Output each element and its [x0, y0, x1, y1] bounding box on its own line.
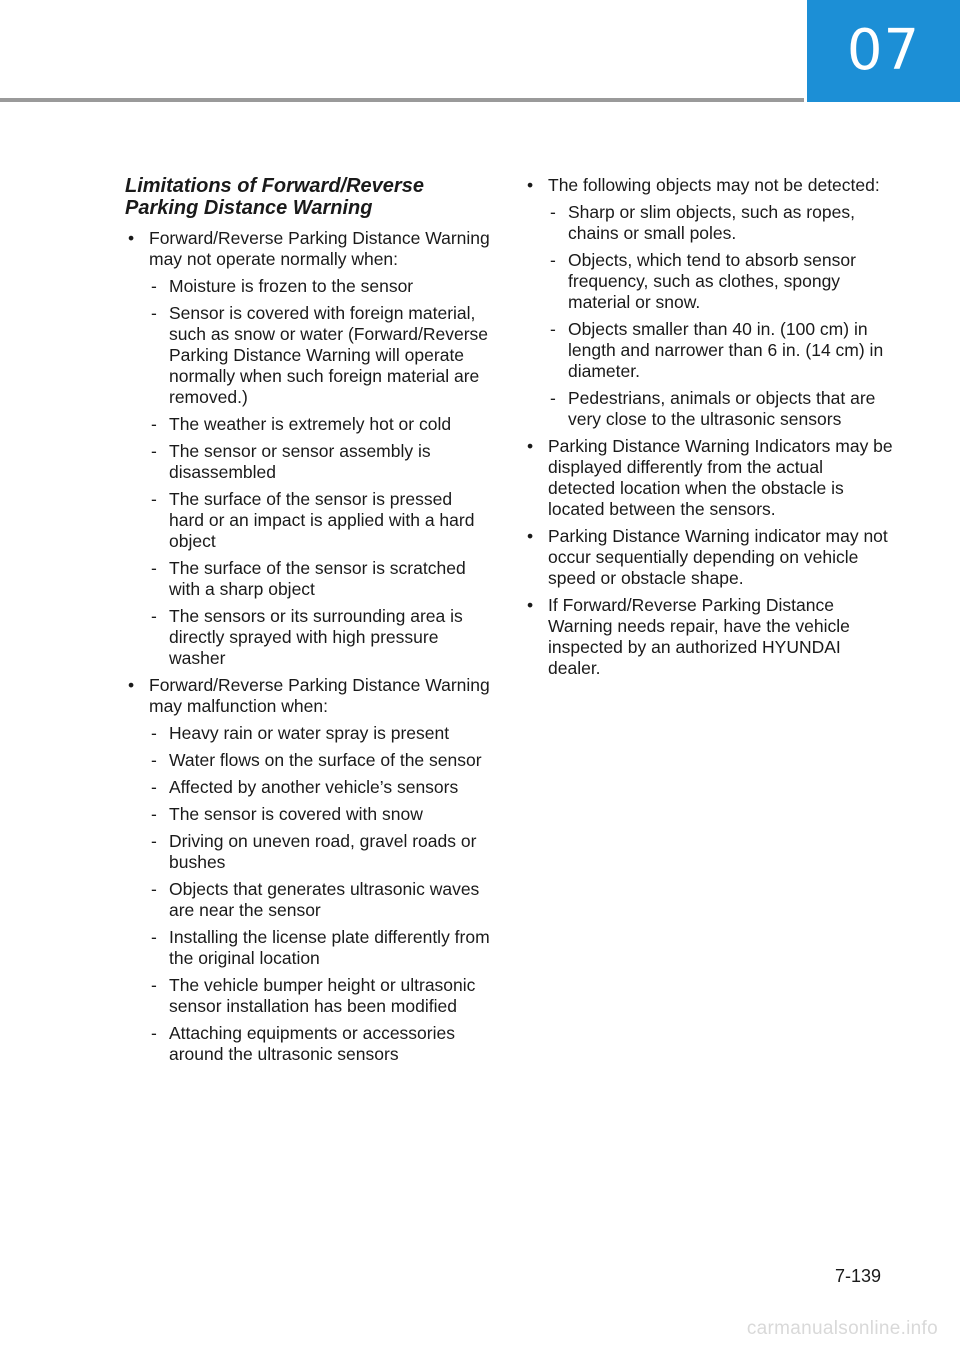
bullet-icon: •: [128, 228, 135, 248]
dash-icon: -: [151, 927, 157, 947]
bullet-text: Forward/Reverse Parking Distance Warning may malfunction when:: [149, 675, 490, 716]
sub-item-text: Pedestrians, animals or objects that are very close to the ultrasonic sensors: [568, 388, 876, 429]
dash-icon: -: [151, 414, 157, 434]
header-rule: [0, 98, 804, 102]
sub-item: [149, 927, 490, 969]
bullet-text: Forward/Reverse Parking Distance Warning may not operate normally when:: [149, 228, 490, 269]
bullet-icon: •: [527, 526, 534, 546]
sub-item: [149, 975, 490, 1017]
sub-list: [548, 202, 894, 430]
bullet-item: [524, 175, 894, 430]
bullet-icon: •: [128, 675, 135, 695]
sub-item: [149, 558, 490, 600]
sub-item: [149, 441, 490, 483]
sub-item: [149, 1023, 490, 1065]
sub-item-text: Heavy rain or water spray is present: [169, 723, 450, 743]
sub-item: [149, 606, 490, 669]
sub-item: [548, 388, 894, 430]
sub-item-text: Sharp or slim objects, such as ropes, chains or small poles.: [568, 202, 855, 243]
sub-item-text: Installing the license plate differently from the original location: [169, 927, 490, 968]
sub-item: [149, 750, 490, 771]
dash-icon: -: [151, 723, 157, 743]
dash-icon: -: [151, 1023, 157, 1043]
bullet-item: [125, 675, 490, 1065]
sub-item-text: The sensor is covered with snow: [169, 804, 423, 824]
sub-item: [149, 879, 490, 921]
sub-item-text: Objects, which tend to absorb sensor frequency, such as clothes, spongy material or snow.: [568, 250, 856, 312]
bullet-icon: •: [527, 595, 534, 615]
sub-item-text: Sensor is covered with foreign material, such as snow or water (Forward/Reverse Parking Distance Warning will operate normally when such foreign material are removed.): [169, 303, 488, 407]
sub-item-text: The surface of the sensor is scratched with a sharp object: [169, 558, 466, 599]
sub-item: [149, 276, 490, 297]
sub-item-text: Objects that generates ultrasonic waves are near the sensor: [169, 879, 480, 920]
sub-item-text: Objects smaller than 40 in. (100 cm) in length and narrower than 6 in. (14 cm) in diameter.: [568, 319, 884, 381]
bullet-text: Parking Distance Warning Indicators may be displayed differently from the actual detected location when the obstacle is located between the sensors.: [548, 436, 893, 519]
bullet-text: If Forward/Reverse Parking Distance Warning needs repair, have the vehicle inspected by an authorized HYUNDAI dealer.: [548, 595, 850, 678]
sub-item: [149, 831, 490, 873]
bullet-icon: •: [527, 436, 534, 456]
left-column: [125, 175, 490, 1071]
sub-item-text: The sensor or sensor assembly is disassembled: [169, 441, 431, 482]
sub-item: [149, 303, 490, 408]
dash-icon: -: [151, 489, 157, 509]
dash-icon: -: [151, 750, 157, 770]
bullet-item: [524, 595, 894, 679]
bullet-item: [524, 436, 894, 520]
bullet-item: [524, 526, 894, 589]
sub-item: [149, 414, 490, 435]
dash-icon: -: [550, 319, 556, 339]
chapter-tab: [807, 0, 960, 102]
dash-icon: -: [151, 879, 157, 899]
bullet-icon: •: [527, 175, 534, 195]
page-number: 7-139: [834, 1266, 881, 1286]
sub-item-text: The sensors or its surrounding area is directly sprayed with high pressure washer: [169, 606, 463, 668]
chapter-number: 07: [846, 18, 921, 83]
right-bullet-list: [524, 175, 894, 679]
sub-list: [149, 723, 490, 1065]
sub-item: [149, 777, 490, 798]
sub-item: [548, 250, 894, 313]
sub-item: [149, 804, 490, 825]
dash-icon: -: [550, 388, 556, 408]
dash-icon: -: [550, 250, 556, 270]
sub-item-text: Driving on uneven road, gravel roads or bushes: [169, 831, 477, 872]
dash-icon: -: [151, 831, 157, 851]
sub-item-text: The weather is extremely hot or cold: [169, 414, 452, 434]
sub-item: [149, 723, 490, 744]
sub-list: [149, 276, 490, 669]
sub-item: [548, 319, 894, 382]
sub-item-text: Affected by another vehicle’s sensors: [169, 777, 459, 797]
sub-item-text: Attaching equipments or accessories around the ultrasonic sensors: [169, 1023, 455, 1064]
bullet-text: The following objects may not be detected:: [548, 175, 880, 195]
right-column: [524, 175, 894, 685]
dash-icon: -: [151, 441, 157, 461]
sub-item: [149, 489, 490, 552]
sub-item-text: The vehicle bumper height or ultrasonic sensor installation has been modified: [169, 975, 476, 1016]
section-heading: Limitations of Forward/Reverse Parking Distance Warning: [125, 175, 424, 219]
sub-item-text: The surface of the sensor is pressed hard or an impact is applied with a hard object: [169, 489, 475, 551]
dash-icon: -: [151, 303, 157, 323]
dash-icon: -: [151, 276, 157, 296]
dash-icon: -: [151, 606, 157, 626]
sub-item-text: Water flows on the surface of the sensor: [169, 750, 482, 770]
sub-item: [548, 202, 894, 244]
dash-icon: -: [151, 777, 157, 797]
watermark: carmanualsonline.info: [746, 1318, 938, 1339]
bullet-item: [125, 228, 490, 669]
dash-icon: -: [151, 804, 157, 824]
dash-icon: -: [550, 202, 556, 222]
sub-item-text: Moisture is frozen to the sensor: [169, 276, 414, 296]
bullet-text: Parking Distance Warning indicator may not occur sequentially depending on vehicle speed or obstacle shape.: [548, 526, 888, 588]
dash-icon: -: [151, 975, 157, 995]
left-bullet-list: [125, 228, 490, 1065]
dash-icon: -: [151, 558, 157, 578]
